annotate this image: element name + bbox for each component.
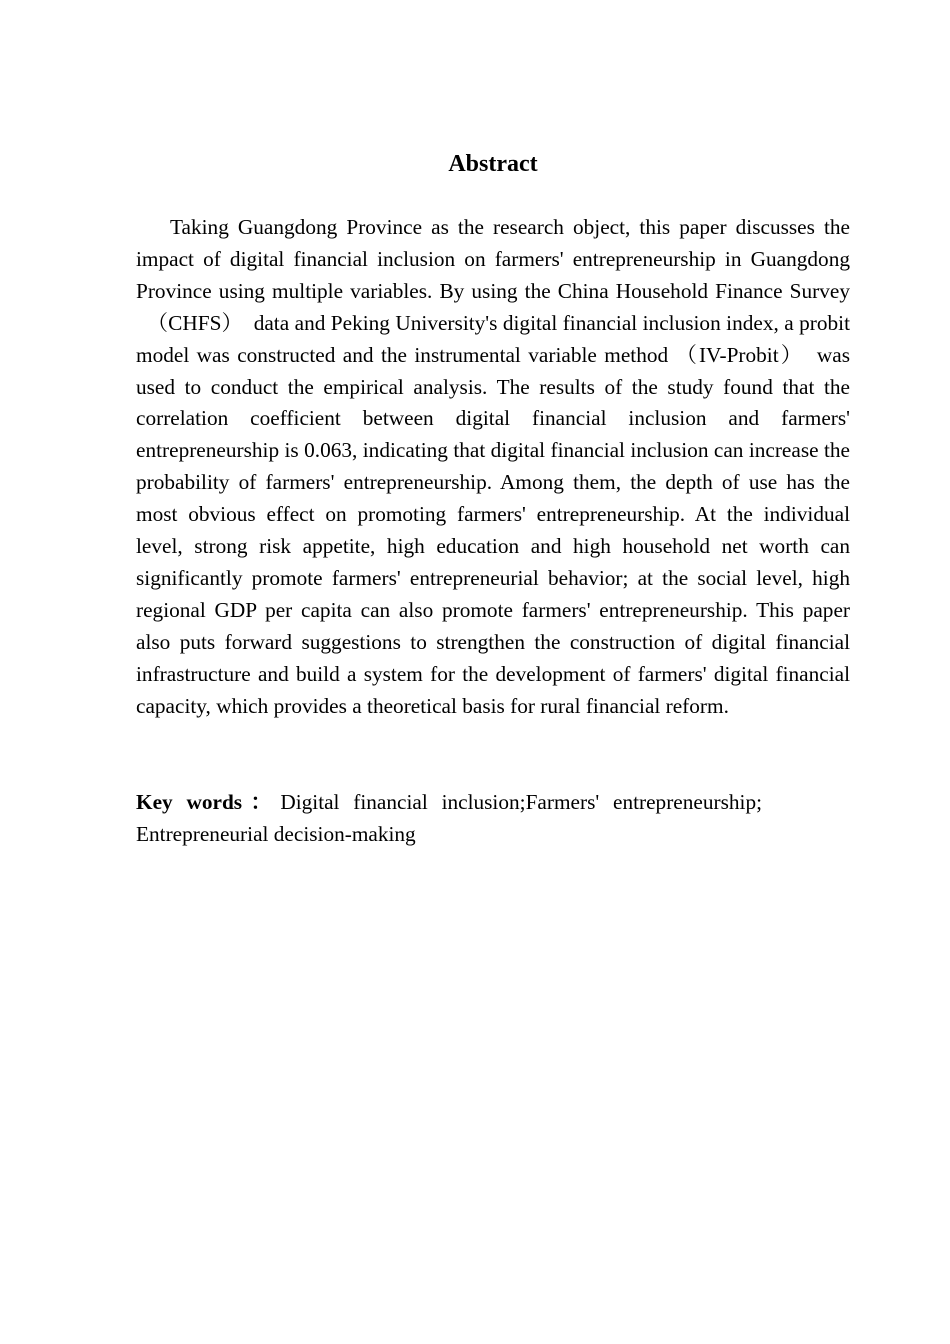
keywords-line [136,787,762,850]
keywords-label: Key words： [136,790,281,814]
abstract-paragraph: Taking Guangdong Province as the research object, this paper discusses the impact of digital financial inclusion on farmers' entrepreneurship in Guangdong Province using multiple variables. By using the China Household Finance Survey （CHFS） data and Peking University's digital financial inclusion index, a probit model was constructed and the instrumental variable method （IV-Probit） was used to conduct the empirical analysis. The results of the study found that the correlation coefficient between digital financial inclusion and farmers' entrepreneurship is 0.063, indicating that digital financial inclusion can increase the probability of farmers' entrepreneurship. Among them, the depth of use has the most obvious effect on promoting farmers' entrepreneurship. At the individual level, strong risk appetite, high education and high household net worth can significantly promote farmers' entrepreneurial behavior; at the social level, high regional GDP per capita can also promote farmers' entrepreneurship. This paper also puts forward suggestions to strengthen the construction of digital financial infrastructure and build a system for the development of farmers' digital financial capacity, which provides a theoretical basis for rural financial reform. [136,215,850,718]
keywords-text: Digital financial inclusion;Farmers' entrepreneurship; Entrepreneurial decision-making [136,790,763,846]
abstract-title: Abstract [448,151,538,177]
